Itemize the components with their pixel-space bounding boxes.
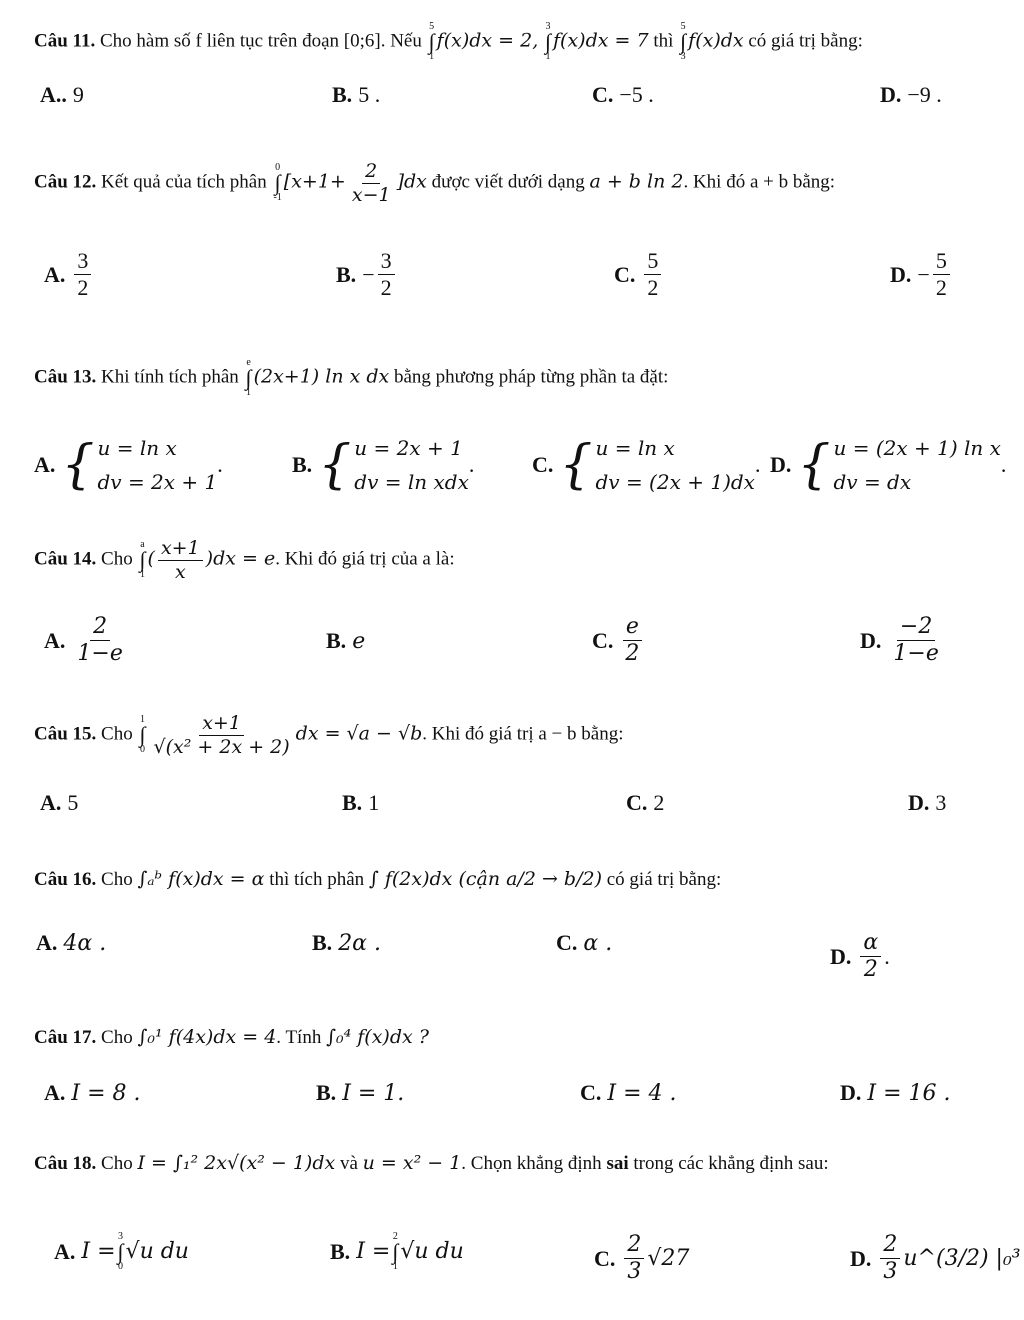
integral: 5 ∫ 1 — [428, 21, 435, 62]
question-text: . Chọn khẳng định — [461, 1153, 602, 1174]
question-text: . Khi đó giá trị của a là: — [275, 548, 455, 570]
question-label: Câu 14. — [34, 548, 97, 570]
options-row — [0, 248, 1024, 308]
question-text: Khi tính tích phân — [101, 366, 239, 388]
question-label: Câu 15. — [34, 723, 97, 745]
question-text: trong các khẳng định sau: — [633, 1153, 829, 1174]
emphasis: sai — [606, 1153, 629, 1174]
question-text: Cho hàm số f liên tục trên đoạn [0;6]. Nếu — [100, 30, 422, 52]
option-a[interactable]: A. $\frac{2}{1-e}$ — [44, 614, 123, 667]
question-text: . Khi đó giá trị a − b bằng: — [422, 723, 624, 745]
math: f(x)dx = 7 — [553, 29, 649, 52]
option-d[interactable]: D. $\frac{\alpha}{2}$ . — [830, 930, 890, 983]
integral: 1 ∫ 0 — [139, 714, 146, 756]
math: (2x+1) ln x dx — [253, 365, 390, 388]
option-b[interactable]: B. 2α . — [312, 930, 382, 956]
options-row — [0, 1232, 1024, 1312]
question-label: Câu 16. — [34, 869, 97, 890]
question-text: Cho — [101, 723, 133, 745]
option-c[interactable]: C. { u = ln x dv = (2x + 1)dx . — [532, 435, 761, 495]
options-row — [0, 930, 1024, 990]
question-text: Cho — [101, 869, 133, 890]
question-text: Cho — [101, 1027, 133, 1048]
question-text: thì — [653, 30, 674, 52]
question-13 — [34, 358, 668, 398]
option-b[interactable]: B. I = 1. — [316, 1080, 405, 1106]
option-c[interactable]: C. $\frac{e}{2}$ — [592, 614, 645, 668]
math: u = x² − 1 — [362, 1152, 462, 1174]
integral: 3 ∫ 1 — [544, 21, 552, 62]
question-16 — [34, 868, 721, 891]
question-text: Cho — [101, 1153, 133, 1174]
options-row — [0, 436, 1024, 496]
math: [x+1+ — [283, 170, 346, 193]
option-b[interactable]: B. { u = 2x + 1 dv = ln xdx . — [292, 435, 475, 495]
math: dx = √a − √b — [295, 722, 423, 745]
option-b[interactable]: B. e — [326, 628, 366, 654]
option-c[interactable]: C. I = 4 . — [580, 1080, 677, 1106]
fraction: $\frac{x+1}{\text{√(x² + 2x + 2)}}$ — [153, 712, 290, 758]
fraction: $\frac{2}{x-1}$ — [351, 160, 391, 206]
option-a[interactable]: A. I = 3 ∫ 0 √u du — [54, 1231, 189, 1272]
options-row — [0, 82, 1024, 142]
math: ∫₀¹ f(4x)dx = 4 — [137, 1026, 277, 1048]
option-a[interactable]: A. 4α . — [36, 930, 107, 956]
question-label: Câu 13. — [34, 366, 97, 388]
question-18 — [34, 1152, 829, 1175]
question-text: bằng phương pháp từng phần ta đặt: — [393, 366, 669, 388]
fraction: $\frac{x+1}{x}$ — [158, 537, 203, 584]
question-text: được viết dưới dạng — [431, 171, 585, 193]
question-label: Câu 12. — [34, 171, 97, 193]
option-b[interactable]: B. 5 . — [332, 82, 381, 107]
question-text: Cho — [101, 548, 133, 570]
option-a[interactable]: A. { u = ln x dv = 2x + 1 . — [34, 435, 223, 495]
option-a[interactable]: A. $\frac{3}{2}$ — [44, 248, 94, 302]
math: dx = e — [213, 547, 276, 570]
option-d[interactable]: D. 3 — [908, 790, 947, 815]
option-c[interactable]: C. α . — [556, 930, 613, 956]
integral: 5 ∫ 3 — [680, 21, 687, 62]
option-b[interactable]: B. − $\frac{3}{2}$ — [336, 248, 398, 302]
question-15 — [34, 712, 623, 759]
math: ]dx — [396, 170, 427, 193]
question-text: có giá trị bằng: — [606, 869, 722, 890]
options-row — [0, 790, 1024, 850]
question-14: Câu 14. Cho a ∫ 1 ( $\frac{x+1}{x}$ )dx = e. Khi đó giá trị của a là: — [34, 537, 455, 583]
option-d[interactable]: D. $\frac{-2}{1-e}$ — [860, 614, 939, 667]
math: I = ∫₁² 2x√(x² − 1)dx — [137, 1152, 336, 1174]
math: a + b ln 2 — [589, 170, 684, 193]
question-17 — [34, 1026, 429, 1049]
integral: e ∫ 1 — [245, 357, 252, 398]
option-d[interactable]: D. I = 16 . — [840, 1080, 951, 1106]
question-11 — [34, 22, 863, 62]
options-row — [0, 1080, 1024, 1140]
question-text: thì tích phân — [269, 869, 365, 890]
math: ∫ f(2x)dx (cận a/2 → b/2) — [368, 868, 602, 890]
option-d[interactable]: D. { u = (2x + 1) ln x dv = dx . — [770, 435, 1007, 495]
option-a[interactable]: A. I = 8 . — [44, 1080, 141, 1106]
option-c[interactable]: C. $\frac{2}{3}$ √27 — [594, 1232, 690, 1285]
question-text: . Khi đó a + b bằng: — [683, 171, 836, 193]
option-a[interactable]: A.. 9 — [40, 82, 84, 107]
math: ∫ₐᵇ f(x)dx = α — [137, 868, 265, 890]
options-row — [0, 614, 1024, 674]
math: f(x)dx = 2, — [436, 29, 539, 52]
question-label: Câu 18. — [34, 1153, 97, 1174]
option-d[interactable]: D. $\frac{2}{3}$ u^(3/2) |₀³ — [850, 1232, 1021, 1285]
question-text: . Tính — [276, 1027, 322, 1048]
math: ∫₀⁴ f(x)dx ? — [326, 1026, 429, 1048]
option-c[interactable]: C. 2 — [626, 790, 665, 815]
option-c[interactable]: C. $\frac{5}{2}$ — [614, 248, 664, 302]
integral: a ∫ 1 — [139, 539, 146, 581]
option-d[interactable]: D. −9 . — [880, 82, 942, 107]
question-label: Câu 11. — [34, 30, 96, 52]
option-d[interactable]: D. − $\frac{5}{2}$ — [890, 248, 953, 302]
option-b[interactable]: B. I = 2 ∫ 1 √u du — [330, 1231, 464, 1272]
option-c[interactable]: C. −5 . — [592, 82, 654, 107]
question-12 — [34, 160, 835, 207]
question-label: Câu 17. — [34, 1027, 97, 1048]
question-text: và — [339, 1153, 358, 1174]
option-b[interactable]: B. 1 — [342, 790, 380, 815]
option-a[interactable]: A. 5 — [40, 790, 79, 815]
question-text: có giá trị bằng: — [748, 30, 863, 52]
math: f(x)dx — [688, 29, 744, 52]
question-text: Kết quả của tích phân — [101, 171, 267, 193]
integral: 0 ∫ -1 — [273, 162, 282, 204]
